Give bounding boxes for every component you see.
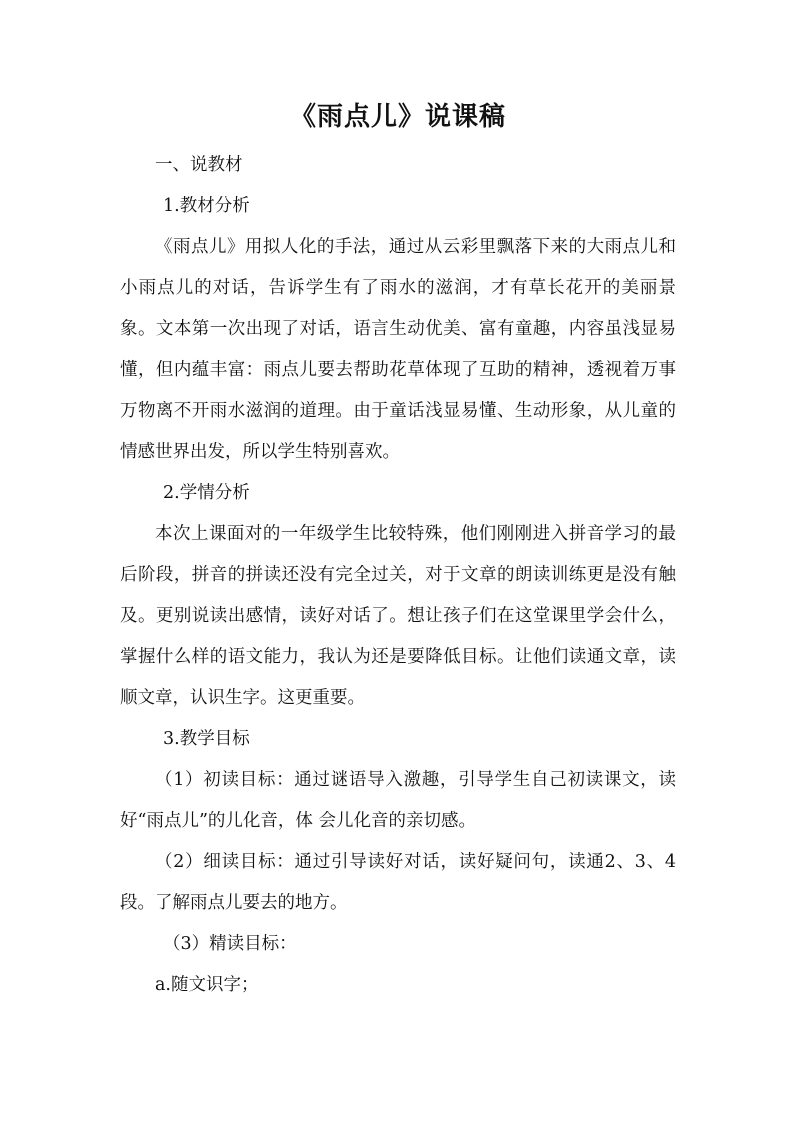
subheading-teaching-goals: 3.教学目标	[163, 729, 250, 749]
goal-intensive-item-a: a.随文识字；	[155, 975, 259, 995]
section-heading-textbook: 一、说教材	[155, 155, 243, 175]
subheading-material-analysis: 1.教材分析	[163, 196, 250, 216]
document-body	[120, 95, 676, 1006]
paragraph-material-analysis: 《雨点儿》用拟人化的手法，通过从云彩里飘落下来的大雨点儿和小雨点儿的对话，告诉学生有了雨水的滋润，才有草长花开的美丽景象。文本第一次出现了对话，语言生动优美、富有童趣，内容虽浅显易懂，但内蕴丰富：雨点儿要去帮助花草体现了互助的精神，透视着万事万物离不开雨水滋润的道理。由于童话浅显易懂、生动形象，从儿童的情感世界出发，所以学生特别喜欢。	[120, 237, 676, 462]
subheading-student-analysis: 2.学情分析	[163, 483, 250, 503]
paragraph-student-analysis: 本次上课面对的一年级学生比较特殊，他们刚刚进入拼音学习的最后阶段，拼音的拼读还没有完全过关，对于文章的朗读训练更是没有触及。更别说读出感情，读好对话了。想让孩子们在这堂课里学会什么，掌握什么样的语文能力，我认为还是要降低目标。让他们读通文章，读顺文章，认识生字。这更重要。	[120, 524, 676, 708]
document-title: 《雨点儿》说课稿	[289, 102, 506, 132]
goal-detailed-reading: （2）细读目标：通过引导读好对话，读好疑问句，读通2、3、4段。了解雨点儿要去的地方。	[120, 852, 676, 913]
goal-first-reading: （1）初读目标：通过谜语导入激趣，引导学生自己初读课文，读好“雨点儿”的儿化音，体 会儿化音的亲切感。	[120, 770, 676, 831]
goal-intensive-reading: （3）精读目标：	[163, 934, 297, 954]
